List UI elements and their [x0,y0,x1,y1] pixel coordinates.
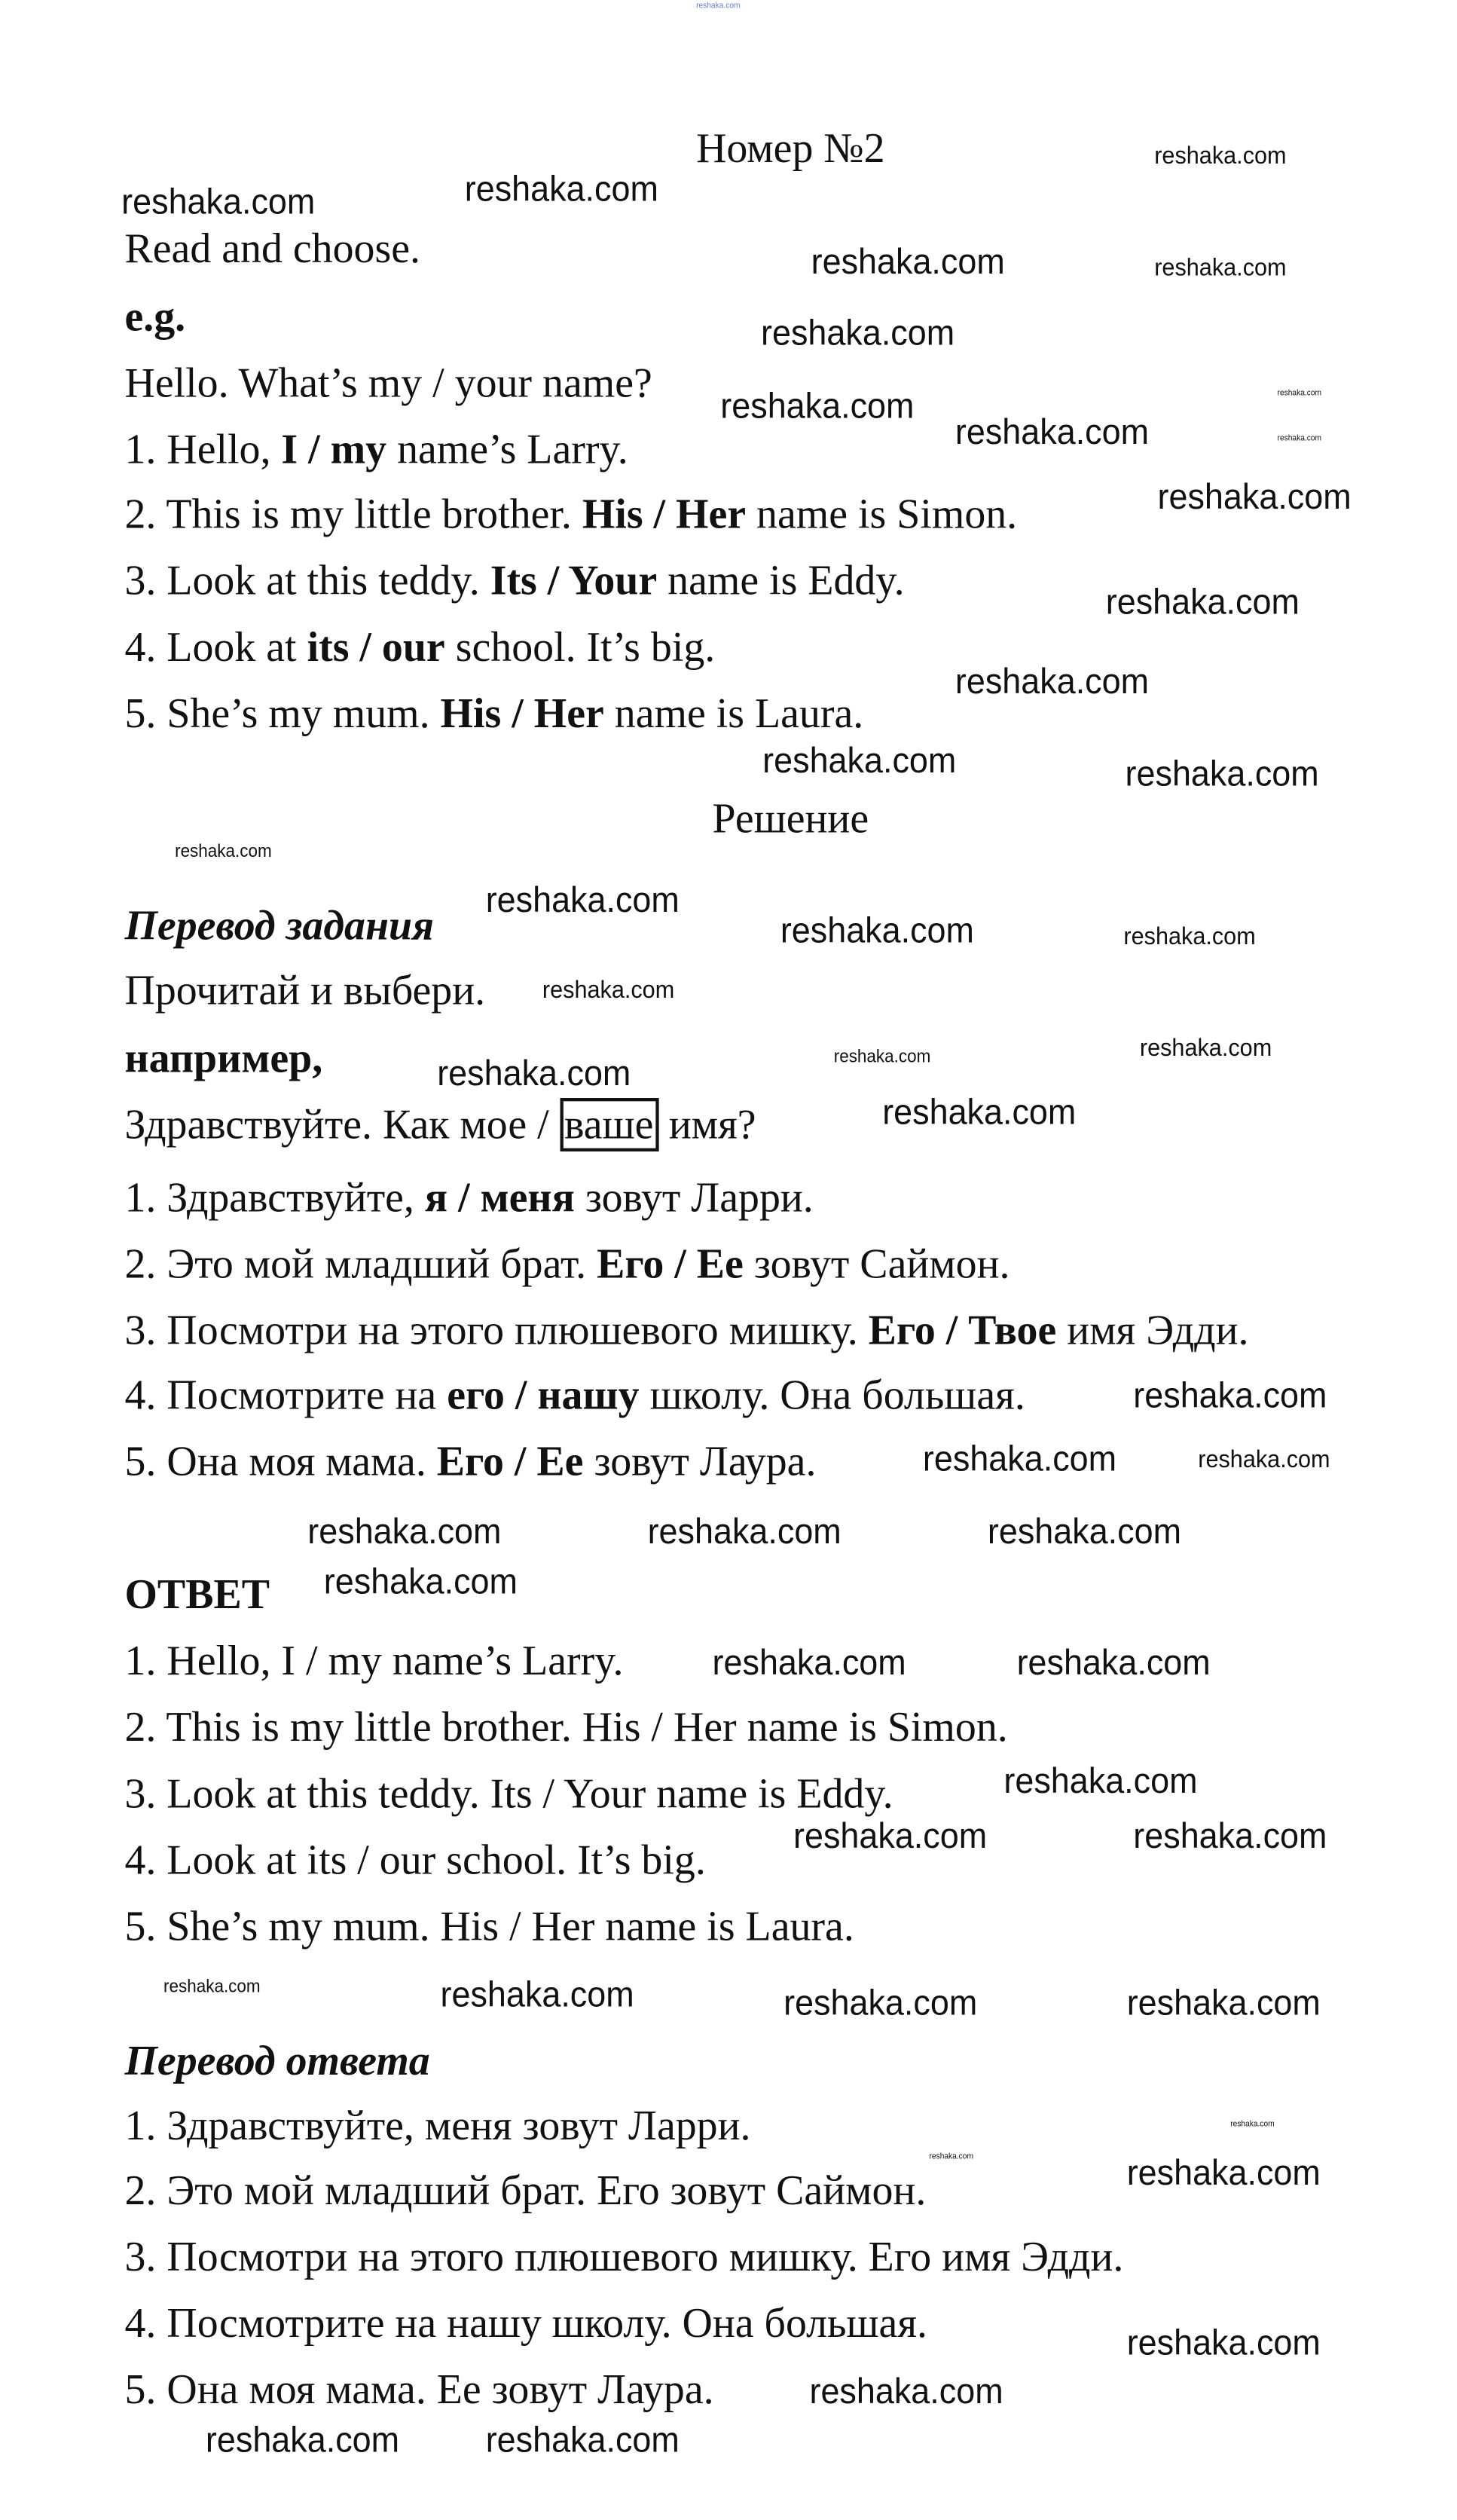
item-post: зовут Лаура. [583,1438,817,1485]
task-translation-heading: Перевод задания [124,901,434,950]
translation-example [124,1101,756,1148]
watermark: reshaka.com [1126,2152,1321,2193]
translation-item [124,1174,814,1222]
translation-item [124,1240,1010,1288]
item-post: name is Eddy. [657,557,905,604]
watermark: reshaka.com [437,1052,631,1093]
item-choice: His / Her [582,491,747,538]
item-post: school. It’s big. [444,623,716,671]
watermark: reshaka.com [1154,254,1287,282]
watermark: reshaka.com [1123,922,1256,951]
page-title: Номер №2 [696,124,885,172]
watermark: reshaka.com [783,1982,978,2023]
answer-item: 3. Look at this teddy. Its / Your name is Eddy. [124,1769,893,1818]
item-choice: Его / Ее [597,1240,744,1288]
answer-item: 4. Look at its / our school. It’s big. [124,1836,706,1884]
item-choice: Его / Твое [868,1307,1057,1354]
item-pre: 3. Посмотри на этого плюшевого мишку. [124,1307,869,1354]
item-choice: его / нашу [447,1372,640,1419]
item-post: школу. Она большая. [639,1372,1025,1419]
answer-item: 1. Hello, I / my name’s Larry. [124,1637,624,1684]
answer-translation-heading: Перевод ответа [124,2037,430,2084]
item-pre: 1. Hello, [124,426,282,473]
watermark: reshaka.com [761,312,955,353]
watermark: reshaka.com [542,976,675,1005]
item-post: зовут Ларри. [574,1174,814,1222]
watermark: reshaka.com [696,2,741,12]
item-pre: 1. Здравствуйте, [124,1174,425,1222]
watermark: reshaka.com [647,1511,842,1552]
watermark: reshaka.com [121,181,316,222]
watermark: reshaka.com [163,1977,261,1997]
answer-item: 5. She’s my mum. His / Her name is Laura. [124,1903,854,1950]
instruction: Read and choose. [124,225,421,273]
watermark: reshaka.com [1126,2322,1321,2363]
item-post: имя Эдди. [1056,1307,1249,1354]
answer-item: 2. This is my little brother. His / Her name is Simon. [124,1703,1008,1751]
watermark: reshaka.com [833,1047,931,1068]
watermark: reshaka.com [1105,581,1300,622]
watermark: reshaka.com [464,168,658,209]
watermark: reshaka.com [929,2152,973,2162]
watermark: reshaka.com [762,740,957,781]
watermark: reshaka.com [1198,1446,1330,1474]
watermark: reshaka.com [712,1642,906,1683]
watermark: reshaka.com [205,2419,400,2460]
item-pre: 4. Посмотрите на [124,1372,447,1419]
watermark: reshaka.com [1139,1035,1272,1063]
item-pre: 2. Это мой младший брат. [124,1240,597,1288]
example: Hello. What’s my / your name? [124,359,652,407]
item-pre: 5. She’s my mum. [124,690,441,737]
answer-translation-item: 5. Она моя мама. Ее зовут Лаура. [124,2366,714,2414]
eg-label: e.g. [124,292,186,341]
translation-item [124,1438,817,1485]
translation-instruction: Прочитай и выбери. [124,966,486,1014]
watermark: reshaka.com [323,1561,518,1602]
watermark: reshaka.com [485,2419,680,2460]
example-post: имя? [658,1101,756,1148]
answer-translation-item: 3. Посмотри на этого плюшевого мишку. Его имя Эдди. [124,2233,1124,2280]
translation-eg-label: например, [124,1035,323,1082]
answer-translation-item: 1. Здравствуйте, меня зовут Ларри. [124,2102,751,2149]
item-choice: Его / Ее [436,1438,584,1485]
watermark: reshaka.com [987,1511,1182,1552]
task-item [124,690,864,737]
watermark: reshaka.com [1003,1760,1198,1801]
boxed-answer: ваше [560,1098,658,1151]
watermark: reshaka.com [1277,388,1322,399]
watermark: reshaka.com [1230,2120,1275,2130]
watermark: reshaka.com [922,1438,1117,1479]
watermark: reshaka.com [811,241,1005,282]
example-pre: Здравствуйте. Как мое / [124,1101,560,1148]
item-pre: 4. Look at [124,623,307,671]
translation-item [124,1372,1025,1419]
item-post: зовут Саймон. [743,1240,1010,1288]
item-post: name is Simon. [746,491,1018,538]
item-choice: я / меня [424,1174,575,1222]
item-choice: its / our [307,623,445,671]
task-item [124,491,1018,538]
watermark: reshaka.com [793,1815,988,1856]
watermark: reshaka.com [780,910,974,951]
watermark: reshaka.com [1126,1982,1321,2023]
item-choice: I / my [281,426,387,473]
answer-heading: ОТВЕТ [124,1570,270,1618]
task-item [124,557,905,604]
watermark: reshaka.com [1157,476,1352,517]
watermark: reshaka.com [440,1974,634,2015]
watermark: reshaka.com [955,411,1150,452]
watermark: reshaka.com [307,1511,502,1552]
watermark: reshaka.com [882,1091,1077,1133]
item-choice: Its / Your [490,557,658,604]
watermark: reshaka.com [720,385,915,427]
answer-translation-item: 2. Это мой младший брат. Его зовут Саймон. [124,2167,927,2214]
watermark: reshaka.com [1277,433,1322,444]
item-post: name is Laura. [603,690,864,737]
watermark: reshaka.com [955,660,1150,702]
item-pre: 5. Она моя мама. [124,1438,437,1485]
translation-item [124,1307,1249,1354]
item-post: name’s Larry. [386,426,628,473]
task-item [124,426,628,473]
answer-translation-item: 4. Посмотрите на нашу школу. Она большая. [124,2299,928,2347]
item-pre: 3. Look at this teddy. [124,557,490,604]
watermark: reshaka.com [809,2371,1003,2411]
watermark: reshaka.com [1133,1375,1327,1416]
item-choice: His / Her [440,690,604,737]
watermark: reshaka.com [485,879,680,920]
watermark: reshaka.com [1125,753,1319,794]
watermark: reshaka.com [1016,1642,1211,1683]
task-item [124,623,716,671]
solution-heading: Решение [712,795,869,843]
item-pre: 2. This is my little brother. [124,491,582,538]
watermark: reshaka.com [1133,1815,1327,1856]
watermark: reshaka.com [175,842,272,862]
watermark: reshaka.com [1154,142,1287,170]
